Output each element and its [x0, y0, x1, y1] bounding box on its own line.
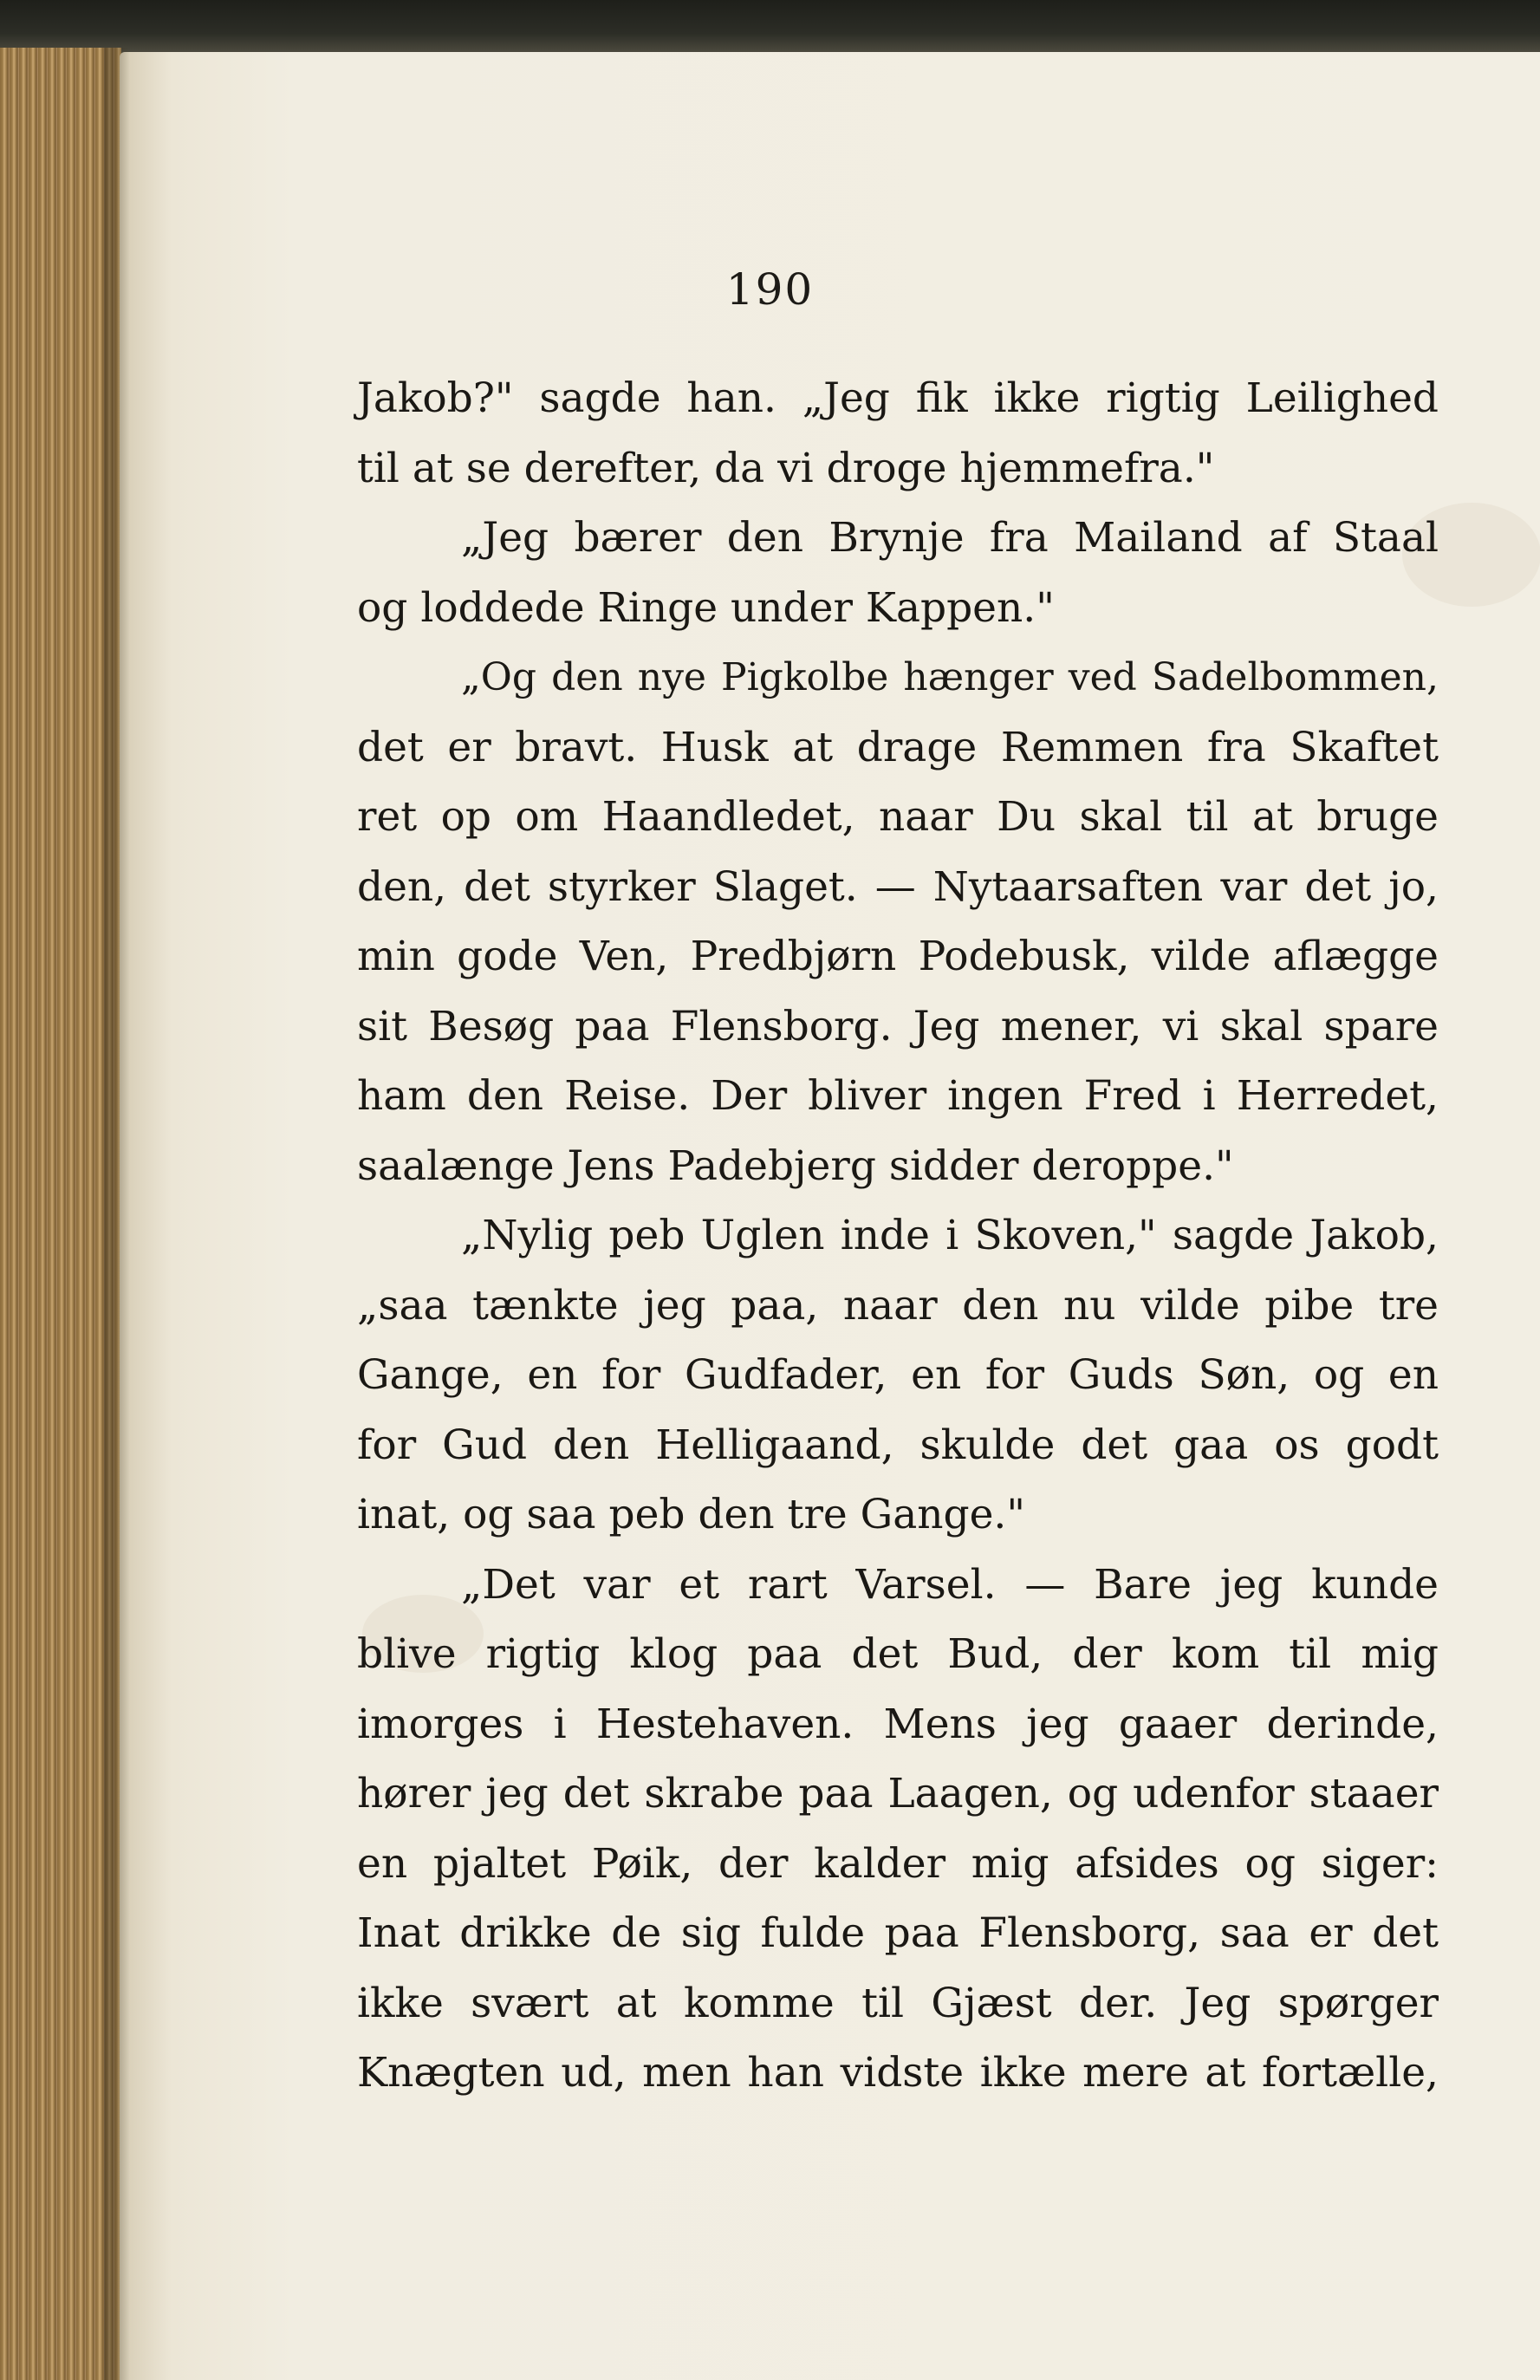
text-line: „Og den nye Pigkolbe hænger ved Sadelbommen, — [461, 655, 1439, 699]
text-line: saalænge Jens Padebjerg sidder deroppe." — [357, 1141, 1234, 1190]
text-line: for Gud den Helligaand, skulde det gaa os godt — [357, 1421, 1439, 1469]
text-line: ret op om Haandledet, naar Du skal til at bruge — [357, 793, 1439, 841]
text-line: inat, og saa peb den tre Gange." — [357, 1491, 1025, 1538]
text-line: „saa tænkte jeg paa, naar den nu vilde pibe tre — [357, 1281, 1439, 1330]
text-line: Gange, en for Gudfader, en for Guds Søn, og en — [357, 1351, 1439, 1399]
text-line: og loddede Ringe under Kappen." — [357, 583, 1055, 632]
text-line: sit Besøg paa Flensborg. Jeg mener, vi skal spare — [357, 1002, 1439, 1050]
gutter-shadow — [104, 48, 130, 2380]
text-line: „Nylig peb Uglen inde i Skoven," sagde Jakob, — [461, 1212, 1439, 1259]
text-line: Inat drikke de sig fulde paa Flensborg, saa er det — [357, 1909, 1439, 1957]
text-line: ikke svært at komme til Gjæst der. Jeg spørger — [357, 1979, 1439, 2027]
body-text — [357, 364, 1439, 2109]
text-line: imorges i Hestehaven. Mens jeg gaaer derinde, — [357, 1700, 1439, 1748]
text-line: det er bravt. Husk at drage Remmen fra Skaftet — [357, 723, 1439, 771]
text-line: Knægten ud, men han vidste ikke mere at fortælle, — [357, 2049, 1439, 2097]
text-line: „Det var et rart Varsel. — Bare jeg kunde — [461, 1560, 1439, 1609]
text-line: blive rigtig klog paa det Bud, der kom til mig — [357, 1630, 1439, 1678]
text-line: Jakob?" sagde han. „Jeg fik ikke rigtig Leilighed — [357, 374, 1439, 422]
text-line: til at se derefter, da vi droge hjemmefra." — [357, 444, 1215, 492]
page-number: 190 — [725, 264, 815, 315]
text-line: den, det styrker Slaget. — Nytaarsaften var det jo, — [357, 862, 1439, 911]
text-line: hører jeg det skrabe paa Laagen, og udenfor staaer — [357, 1770, 1439, 1818]
text-line: „Jeg bærer den Brynje fra Mailand af Staal — [461, 514, 1439, 562]
text-line: min gode Ven, Predbjørn Podebusk, vilde aflægge — [357, 933, 1439, 980]
text-line: en pjaltet Pøik, der kalder mig afsides og siger: — [357, 1839, 1439, 1888]
book-page-edges — [0, 48, 121, 2380]
text-line: ham den Reise. Der bliver ingen Fred i Herredet, — [357, 1072, 1439, 1120]
